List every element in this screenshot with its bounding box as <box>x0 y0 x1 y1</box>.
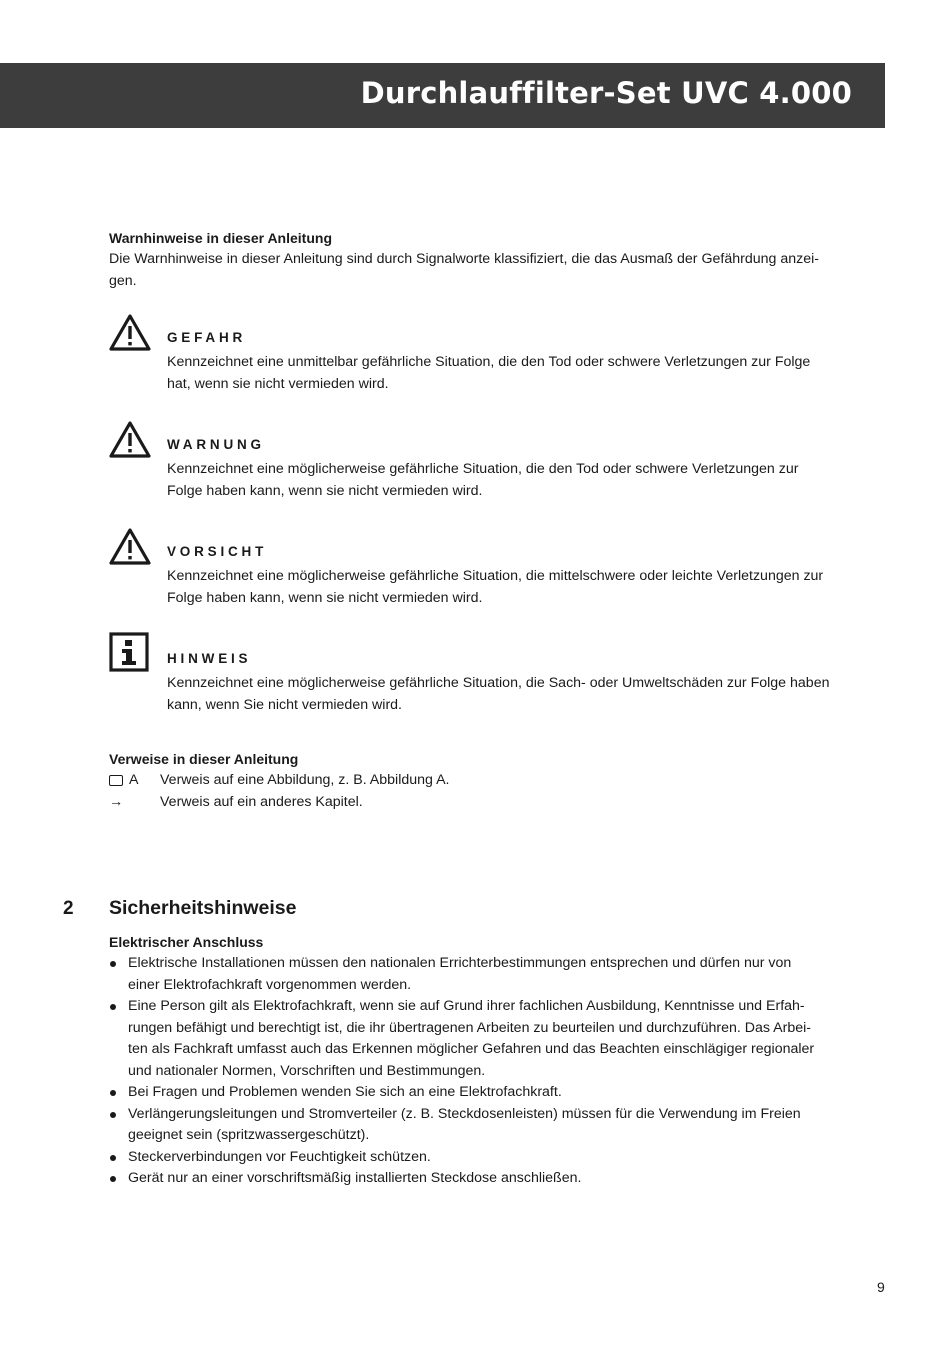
arrow-right-icon: → <box>109 793 124 810</box>
document-title: Durchlauffilter-Set UVC 4.000 <box>360 76 852 110</box>
intro-line: gen. <box>109 272 137 289</box>
intro-line: Die Warnhinweise in dieser Anleitung sind durch Signalworte klassifiziert, die das Ausmaß der Gefährdung anzei- <box>109 251 819 267</box>
page-number: 9 <box>877 1279 885 1295</box>
description-line: Kennzeichnet eine unmittelbar gefährliche Situation, die den Tod oder schwere Verletzungen zur Folge <box>167 354 811 370</box>
warning-description <box>167 352 887 395</box>
reference-text: Verweis auf ein anderes Kapitel. <box>160 793 363 810</box>
warning-triangle-icon <box>109 420 151 460</box>
safety-bullet-list <box>109 953 889 1190</box>
reference-text: Verweis auf eine Abbildung, z. B. Abbildung A. <box>160 772 450 788</box>
figure-reference-marker: A <box>109 770 160 792</box>
reference-row <box>109 792 887 814</box>
description-line: Folge haben kann, wenn sie nicht vermieden wird. <box>167 589 483 606</box>
bullet-icon <box>110 1004 116 1010</box>
section-heading <box>63 897 297 920</box>
safety-subheading: Elektrischer Anschluss <box>109 934 264 950</box>
signal-word: HINWEIS <box>167 651 252 666</box>
figure-box-icon <box>109 775 123 786</box>
warning-block-warnung <box>109 417 887 502</box>
warning-block-vorsicht <box>109 524 887 609</box>
info-icon <box>109 632 149 672</box>
description-line: Kennzeichnet eine möglicherweise gefährliche Situation, die den Tod oder schwere Verletzungen zur <box>167 461 799 477</box>
warnings-section <box>109 228 887 813</box>
warning-block-gefahr <box>109 310 887 395</box>
references-heading: Verweise in dieser Anleitung <box>109 751 299 767</box>
list-item: Elektrische Installationen müssen den nationalen Errichterbestimmungen entsprechen und dürfen nur von einer Elektrofachkraft vorgenommen werden. <box>109 953 889 996</box>
bullet-icon <box>110 961 116 967</box>
warnings-intro <box>109 249 887 292</box>
warning-description <box>167 459 887 502</box>
warning-block-hinweis <box>109 631 887 716</box>
section-title: Sicherheitshinweise <box>109 897 297 919</box>
safety-section <box>109 932 889 1190</box>
description-line: kann, wenn Sie nicht vermieden wird. <box>167 696 403 713</box>
bullet-icon <box>110 1155 116 1161</box>
bullet-icon <box>110 1090 116 1096</box>
header-bar <box>0 63 885 128</box>
warning-triangle-icon <box>109 527 151 567</box>
signal-word: VORSICHT <box>167 544 268 559</box>
bullet-icon <box>110 1176 116 1182</box>
list-item: Bei Fragen und Problemen wenden Sie sich an eine Elektrofachkraft. <box>109 1082 889 1104</box>
description-line: hat, wenn sie nicht vermieden wird. <box>167 375 389 392</box>
signal-word: GEFAHR <box>167 330 247 345</box>
description-line: Kennzeichnet eine möglicherweise gefährliche Situation, die mittelschwere oder leichte Verletzungen zur <box>167 568 824 584</box>
signal-word: WARNUNG <box>167 437 265 452</box>
description-line: Folge haben kann, wenn sie nicht vermieden wird. <box>167 482 483 499</box>
warning-description <box>167 566 887 609</box>
list-item: Verlängerungsleitungen und Stromverteiler (z. B. Steckdosenleisten) müssen für die Verwendung im Freien geeignet sein (spritzwassergeschützt). <box>109 1104 889 1147</box>
references-section <box>109 749 887 813</box>
list-item: Gerät nur an einer vorschriftsmäßig installierten Steckdose anschließen. <box>109 1168 889 1190</box>
section-number: 2 <box>63 898 74 919</box>
reference-row <box>109 770 887 792</box>
list-item: Eine Person gilt als Elektrofachkraft, wenn sie auf Grund ihrer fachlichen Ausbildung, Kenntnisse und Erfah- rungen befähigt und berechtigt ist, die ihr übertragenen Arbeiten zu beurteilen und durchzuführen. Das Arbei- ten als Fachkraft umfasst auch das Erkennen möglicher Gefahren und das Beachten einschlägiger regionaler und nationaler Normen, Vorschriften und Bestimmungen. <box>109 996 889 1082</box>
description-line: Kennzeichnet eine möglicherweise gefährliche Situation, die Sach- oder Umweltschäden zur Folge haben <box>167 675 830 691</box>
list-item: Steckerverbindungen vor Feuchtigkeit schützen. <box>109 1147 889 1169</box>
warning-description <box>167 673 887 716</box>
bullet-icon <box>110 1112 116 1118</box>
warnings-heading: Warnhinweise in dieser Anleitung <box>109 230 332 246</box>
warning-triangle-icon <box>109 313 151 353</box>
